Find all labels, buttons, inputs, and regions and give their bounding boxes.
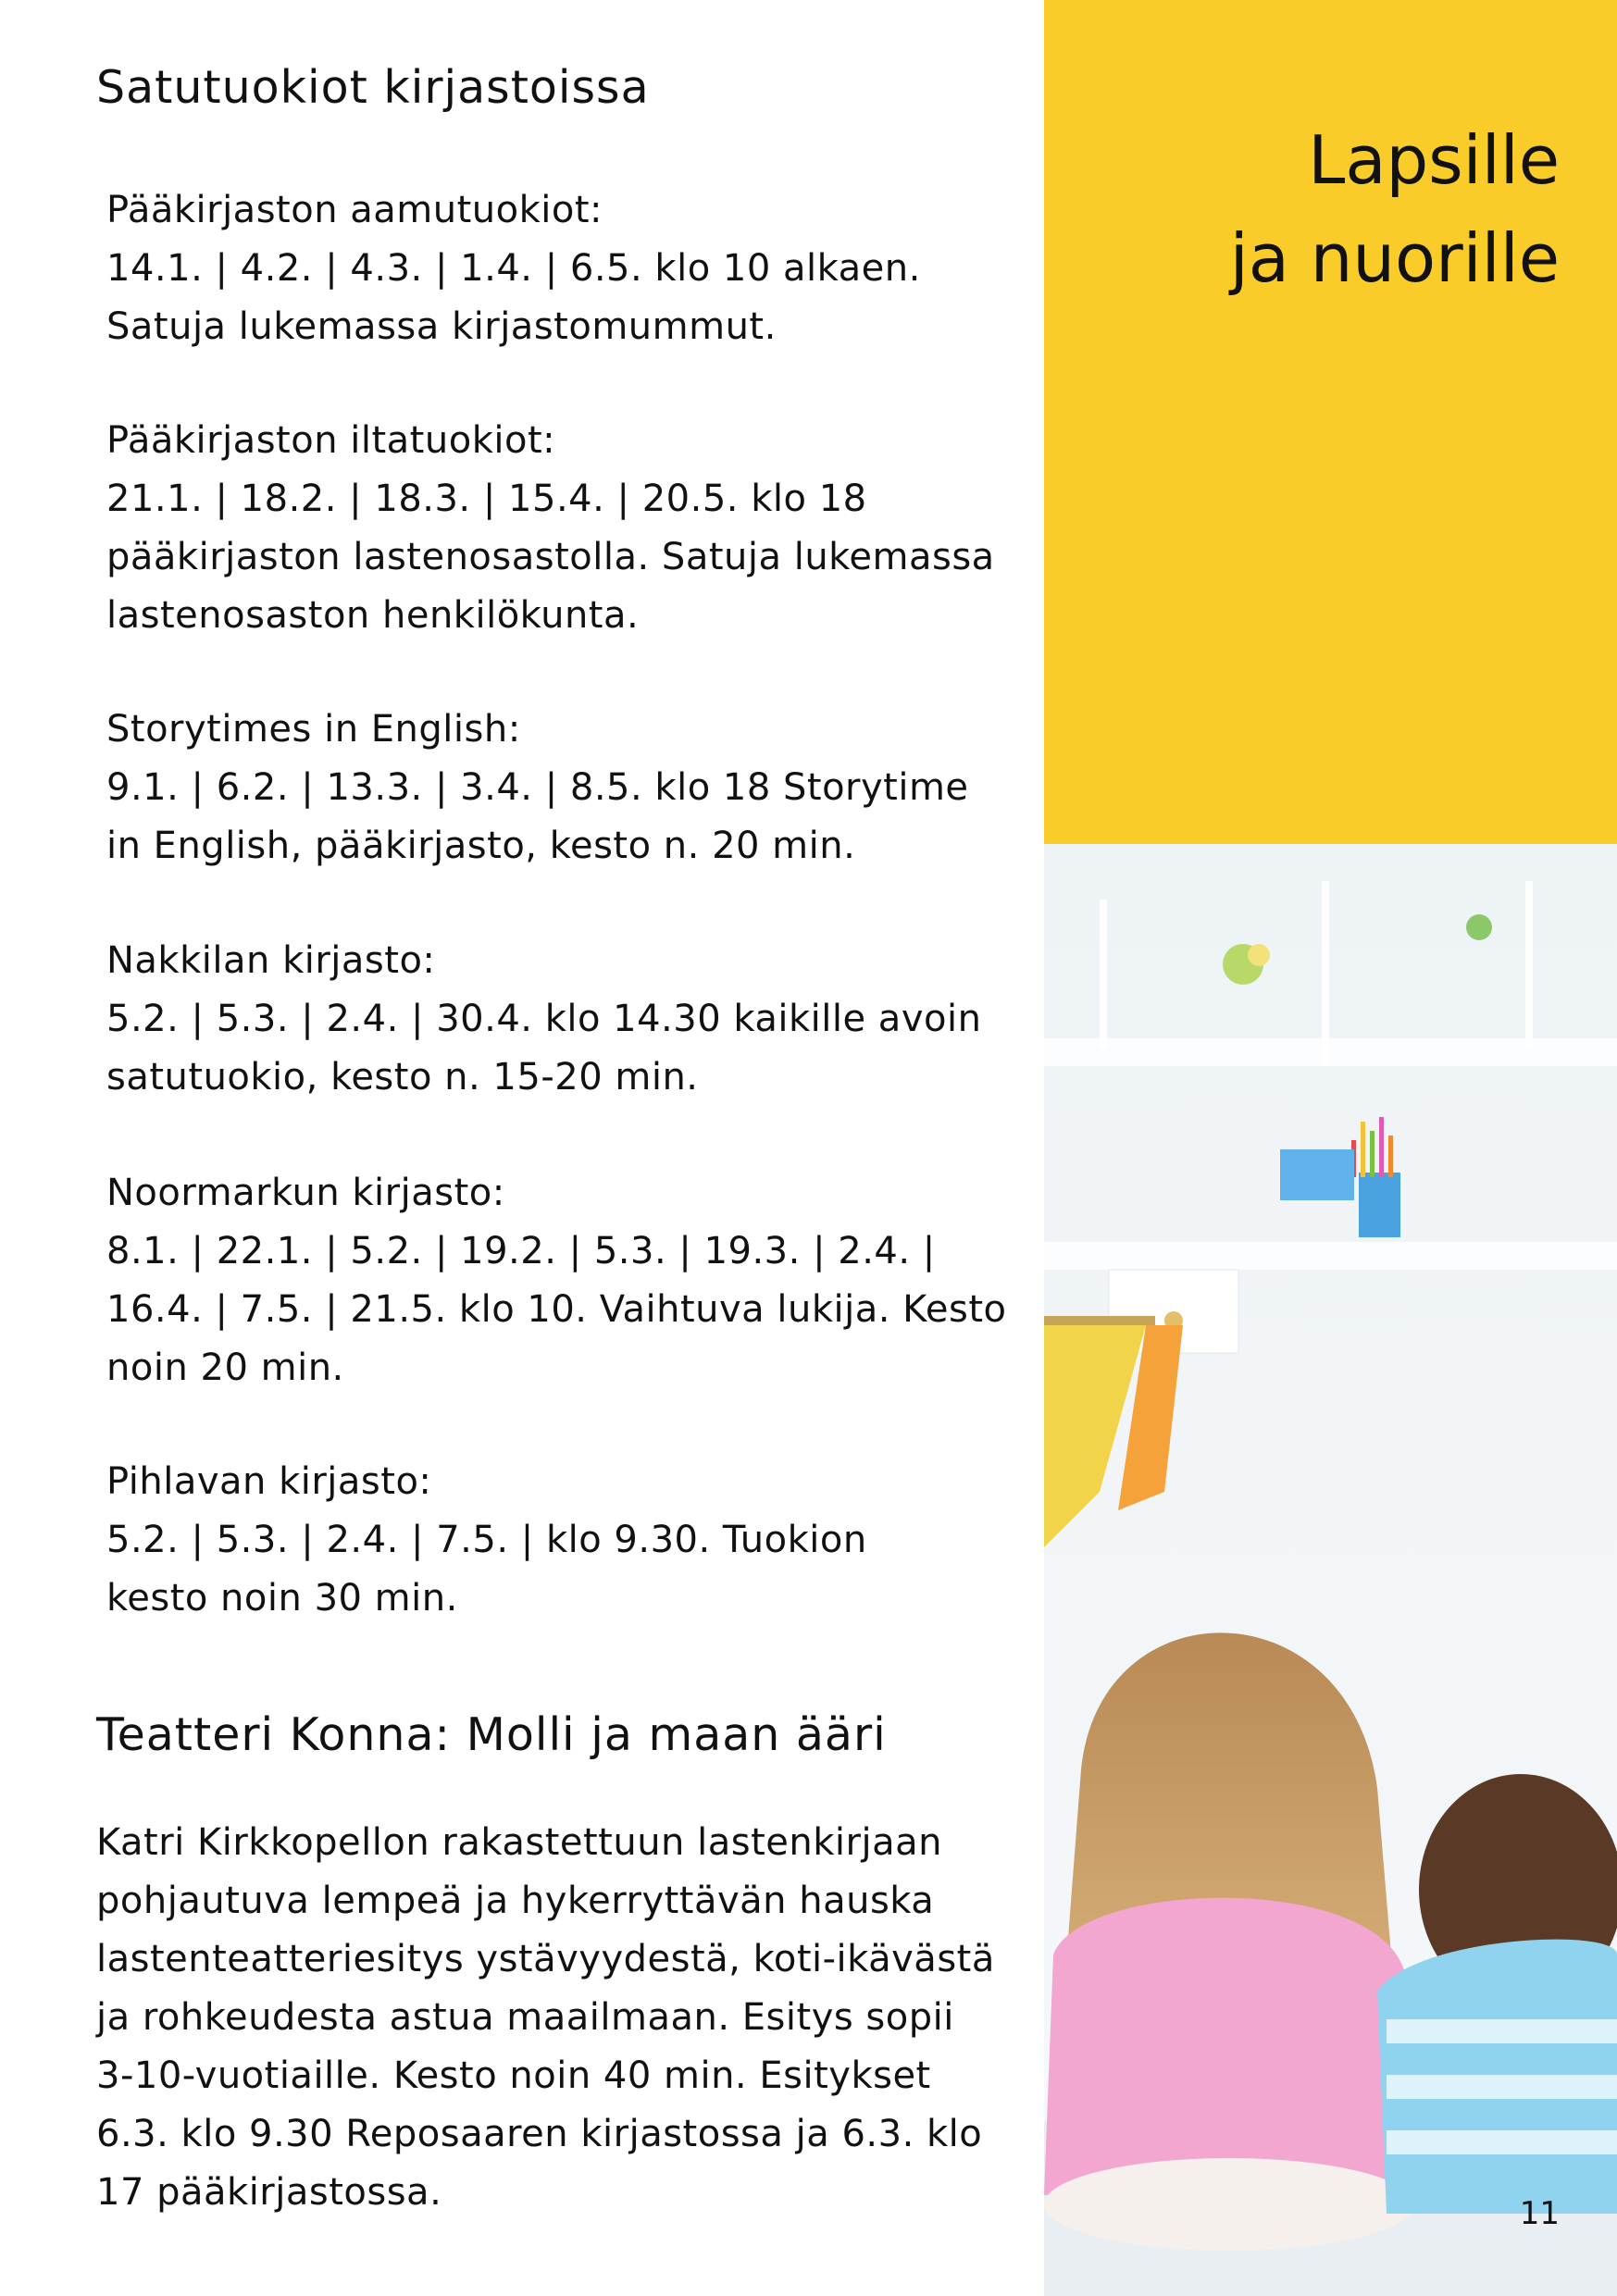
block-line: in English, pääkirjasto, kesto n. 20 min. bbox=[106, 825, 856, 867]
storytime-block-main-morning bbox=[106, 181, 1032, 356]
block-line: satutuokio, kesto n. 15-20 min. bbox=[106, 1056, 699, 1098]
block-line: kesto noin 30 min. bbox=[106, 1577, 458, 1620]
theatre-line: lastenteatteriesitys ystävyydestä, koti-ikävästä bbox=[96, 1938, 995, 1980]
block-line: 14.1. | 4.2. | 4.3. | 1.4. | 6.5. klo 10 alkaen. bbox=[106, 247, 921, 290]
block-line: noin 20 min. bbox=[106, 1347, 344, 1389]
block-line: 5.2. | 5.3. | 2.4. | 7.5. | klo 9.30. Tuokion bbox=[106, 1519, 867, 1561]
heading-line: Lapsille bbox=[1308, 121, 1560, 199]
theatre-line: ja rohkeudesta astua maailmaan. Esitys sopii bbox=[96, 1996, 954, 2039]
storytime-block-english bbox=[106, 701, 1032, 875]
storytime-block-nakkila bbox=[106, 932, 1032, 1107]
block-line: 8.1. | 22.1. | 5.2. | 19.2. | 5.3. | 19.3. | 2.4. | bbox=[106, 1230, 936, 1272]
block-line: 5.2. | 5.3. | 2.4. | 30.4. klo 14.30 kaikille avoin bbox=[106, 998, 982, 1040]
sidebar-heading bbox=[1230, 111, 1560, 307]
block-heading: Pääkirjaston aamutuokiot: bbox=[106, 189, 603, 231]
children-photo bbox=[1044, 844, 1617, 2296]
storytime-block-noormarkku bbox=[106, 1164, 1032, 1397]
block-heading: Nakkilan kirjasto: bbox=[106, 939, 436, 982]
storytime-block-main-evening bbox=[106, 412, 1032, 645]
theatre-title: Teatteri Konna: Molli ja maan ääri bbox=[96, 1708, 887, 1761]
theatre-line: 17 pääkirjastossa. bbox=[96, 2171, 442, 2214]
theatre-line: 3-10-vuotiaille. Kesto noin 40 min. Esitykset bbox=[96, 2054, 931, 2097]
theatre-line: pohjautuva lempeä ja hykerryttävän hauska bbox=[96, 1880, 935, 1922]
heading-line: ja nuorille bbox=[1229, 219, 1560, 297]
theatre-description bbox=[96, 1814, 1040, 2222]
sidebar bbox=[1044, 0, 1617, 2296]
block-line: 9.1. | 6.2. | 13.3. | 3.4. | 8.5. klo 18 Storytime bbox=[106, 766, 969, 809]
block-heading: Noormarkun kirjasto: bbox=[106, 1172, 505, 1214]
block-line: 21.1. | 18.2. | 18.3. | 15.4. | 20.5. klo 18 bbox=[106, 478, 867, 520]
theatre-line: 6.3. klo 9.30 Reposaaren kirjastossa ja 6.3. klo bbox=[96, 2113, 983, 2155]
block-line: lastenosaston henkilökunta. bbox=[106, 594, 640, 637]
block-line: pääkirjaston lastenosastolla. Satuja lukemassa bbox=[106, 536, 995, 578]
storytime-block-pihlava bbox=[106, 1453, 1032, 1628]
block-heading: Pääkirjaston iltatuokiot: bbox=[106, 419, 556, 462]
theatre-line: Katri Kirkkopellon rakastettuun lastenkirjaan bbox=[96, 1821, 942, 1864]
block-line: 16.4. | 7.5. | 21.5. klo 10. Vaihtuva lukija. Kesto bbox=[106, 1288, 1007, 1331]
storytime-title: Satutuokiot kirjastoissa bbox=[96, 61, 650, 114]
block-heading: Pihlavan kirjasto: bbox=[106, 1460, 432, 1503]
page-number: 11 bbox=[1519, 2195, 1560, 2232]
block-line: Satuja lukemassa kirjastomummut. bbox=[106, 305, 777, 348]
block-heading: Storytimes in English: bbox=[106, 708, 521, 751]
